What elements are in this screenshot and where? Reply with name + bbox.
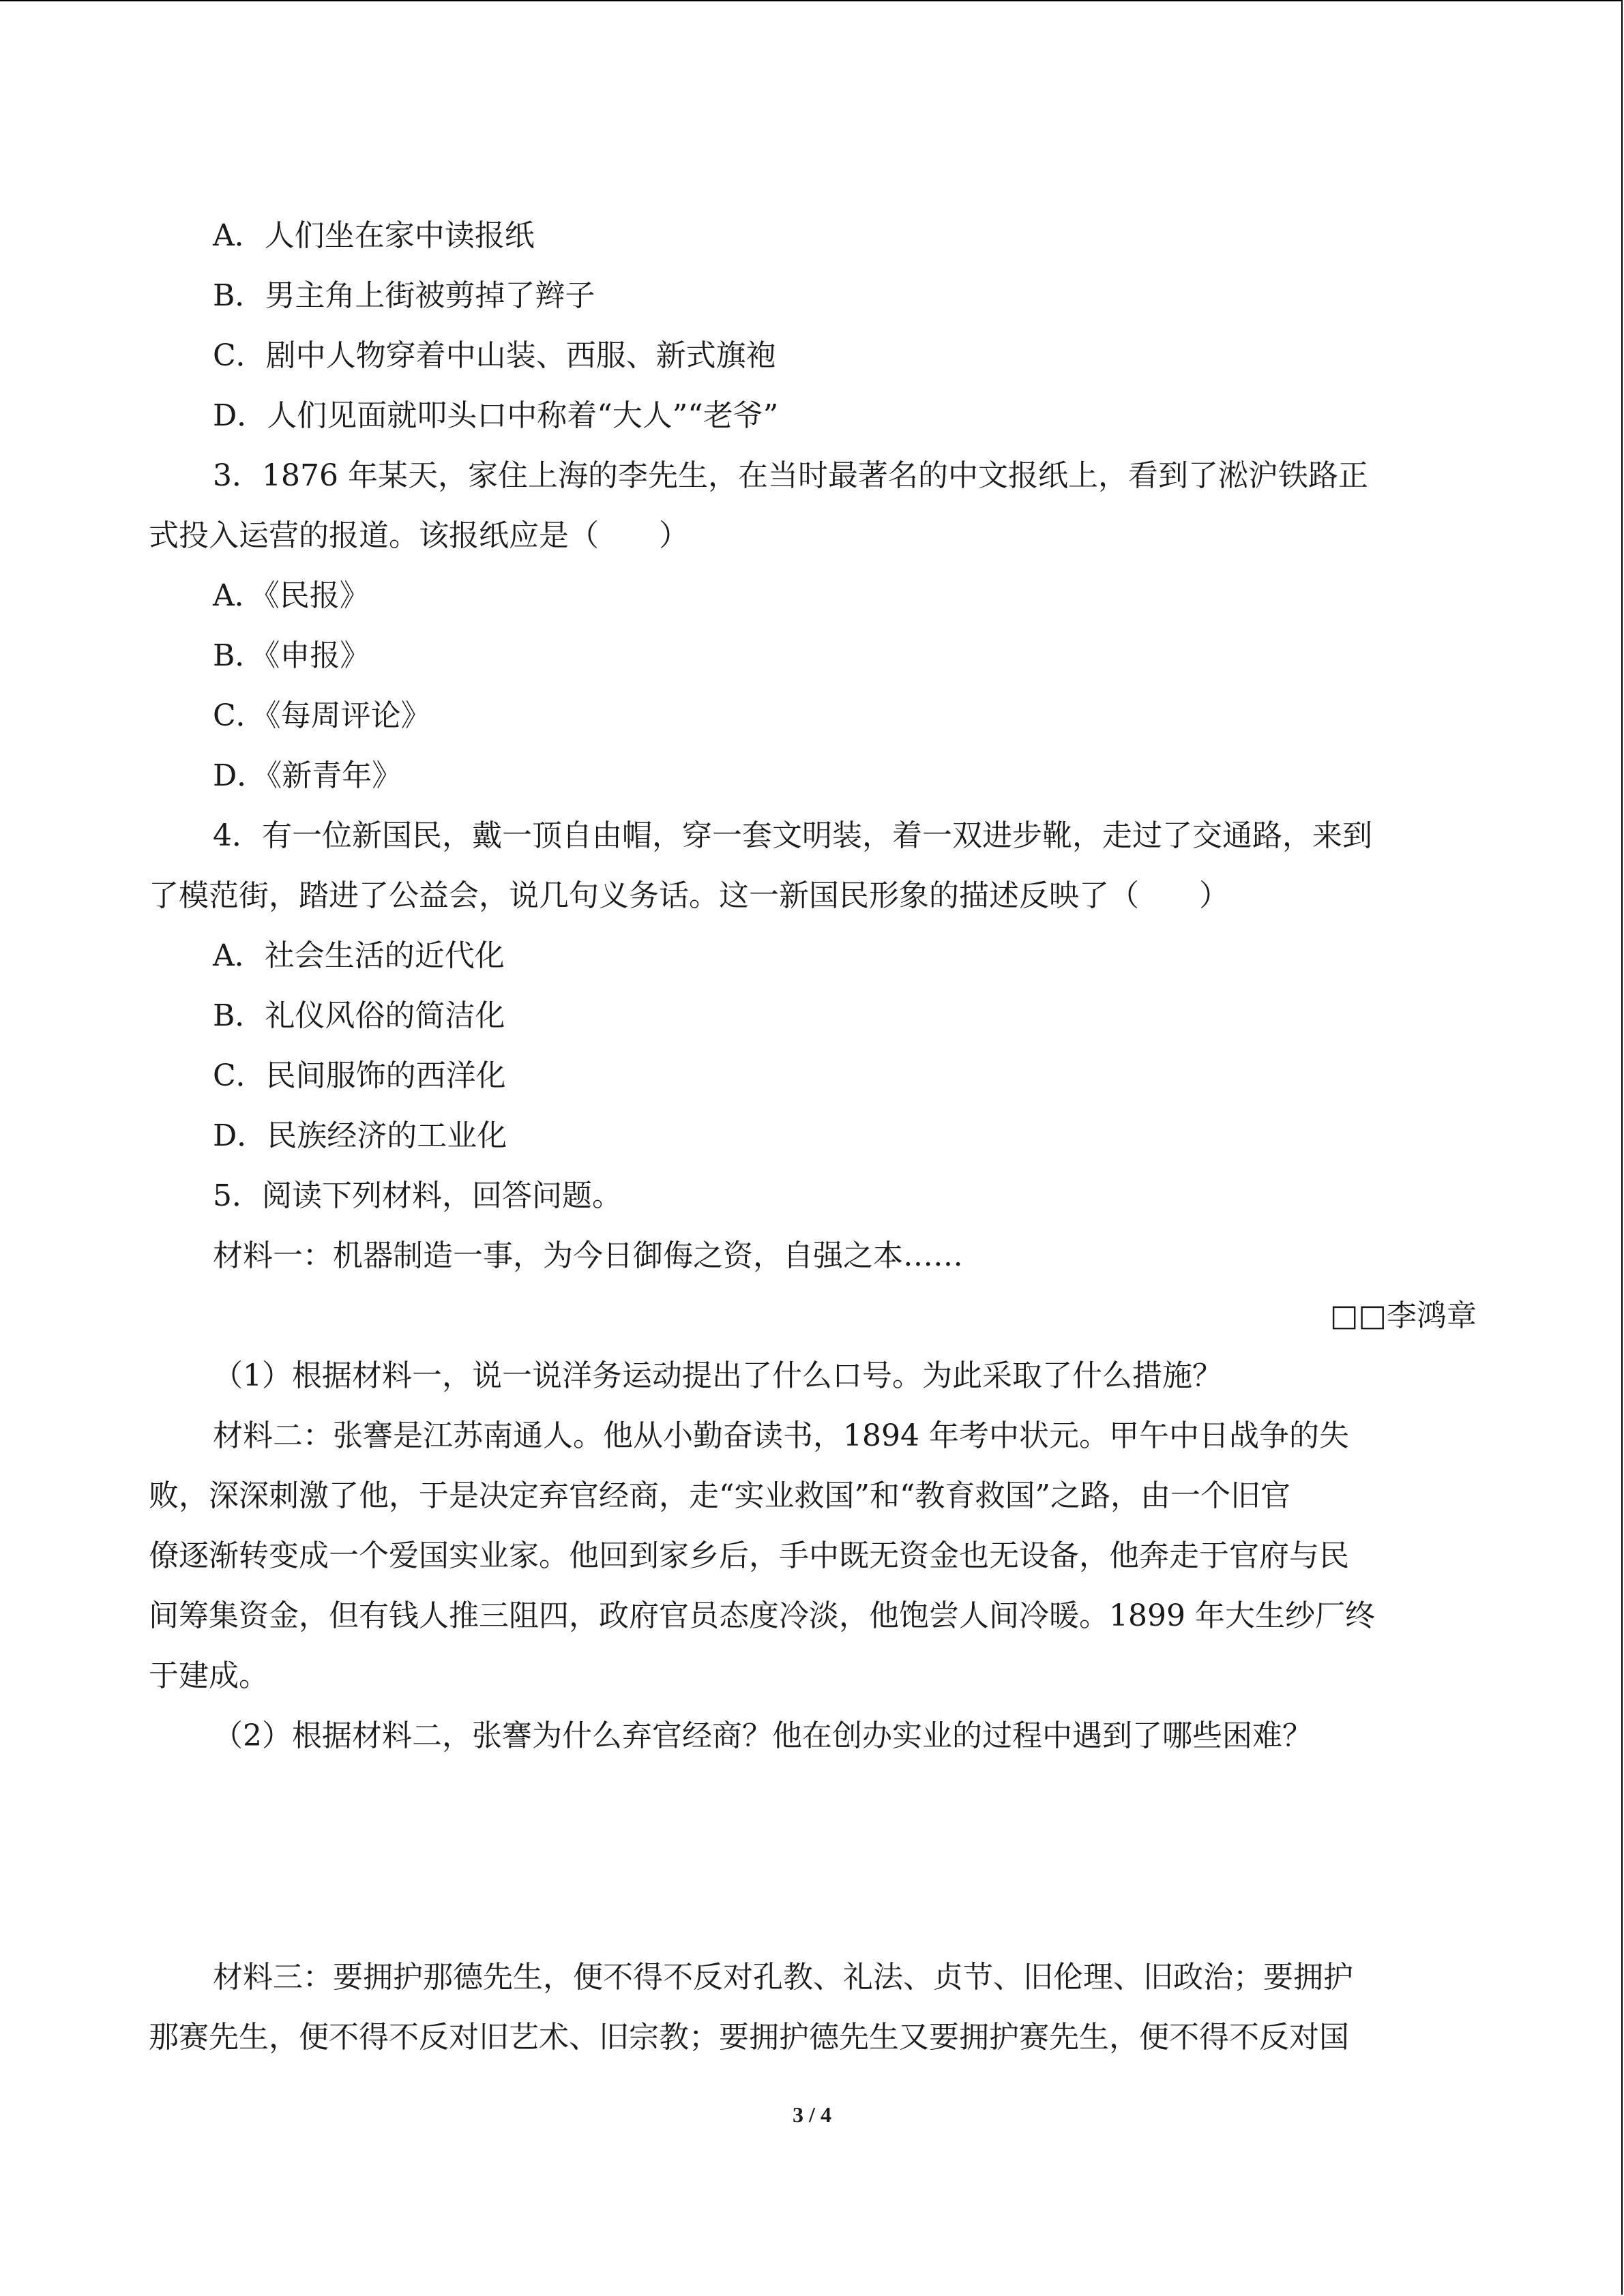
- option-d: D．民族经济的工业化: [213, 1118, 507, 1153]
- option-c: C．《每周评论》: [213, 698, 431, 733]
- material-3: 材料三：要拥护那德先生，便不得不反对孔教、礼法、贞节、旧伦理、旧政治；要拥护: [213, 1960, 1353, 1995]
- option-a: A．《民报》: [213, 578, 370, 613]
- option-d: D．人们见面就叩头口中称着“大人”“老爷”: [213, 398, 779, 433]
- question-4-stem: 4．有一位新国民，戴一顶自由帽，穿一套文明装，着一双进步靴，走过了交通路，来到: [213, 818, 1372, 853]
- material-2-cont: 间筹集资金，但有钱人推三阻四，政府官员态度冷淡，他饱尝人间冷暖。1899 年大生纱厂终: [149, 1598, 1375, 1633]
- option-b: B．男主角上街被剪掉了辫子: [213, 278, 595, 313]
- option-b: B．《申报》: [213, 638, 370, 673]
- option-d: D．《新青年》: [213, 758, 402, 793]
- material-2-cont: 败，深深刺激了他，于是决定弃官经商，走“实业救国”和“教育救国”之路，由一个旧官: [149, 1478, 1290, 1513]
- material-2-cont: 于建成。: [149, 1658, 269, 1693]
- material-1: 材料一：机器制造一事，为今日御侮之资，自强之本……: [213, 1238, 963, 1273]
- material-1-attribution: □□李鸿章: [1329, 1298, 1477, 1333]
- material-2: 材料二：张謇是江苏南通人。他从小勤奋读书，1894 年考中状元。甲午中日战争的失: [213, 1418, 1349, 1453]
- question-5-stem: 5．阅读下列材料，回答问题。: [213, 1178, 622, 1213]
- option-b: B．礼仪风俗的简洁化: [213, 998, 505, 1033]
- material-2-cont: 僚逐渐转变成一个爱国实业家。他回到家乡后，手中既无资金也无设备，他奔走于官府与民: [149, 1538, 1349, 1573]
- question-3-stem: 3．1876 年某天，家住上海的李先生，在当时最著名的中文报纸上，看到了淞沪铁路正: [213, 458, 1368, 493]
- page-number: 3 / 4: [793, 2102, 831, 2127]
- question-4-stem-cont: 了模范街，踏进了公益会，说几句义务话。这一新国民形象的描述反映了（ ）: [149, 878, 1229, 913]
- material-3-cont: 那赛先生，便不得不反对旧艺术、旧宗教；要拥护德先生又要拥护赛先生，便不得不反对国: [149, 2020, 1349, 2055]
- option-c: C．民间服饰的西洋化: [213, 1058, 506, 1093]
- sub-question-1: （1）根据材料一，说一说洋务运动提出了什么口号。为此采取了什么措施？: [213, 1358, 1222, 1393]
- sub-question-2: （2）根据材料二，张謇为什么弃官经商？他在创办实业的过程中遇到了哪些困难？: [213, 1718, 1312, 1753]
- option-a: A．人们坐在家中读报纸: [213, 218, 535, 253]
- option-a: A．社会生活的近代化: [213, 938, 505, 973]
- option-c: C．剧中人物穿着中山装、西服、新式旗袍: [213, 338, 776, 373]
- question-3-stem-cont: 式投入运营的报道。该报纸应是（ ）: [149, 518, 689, 553]
